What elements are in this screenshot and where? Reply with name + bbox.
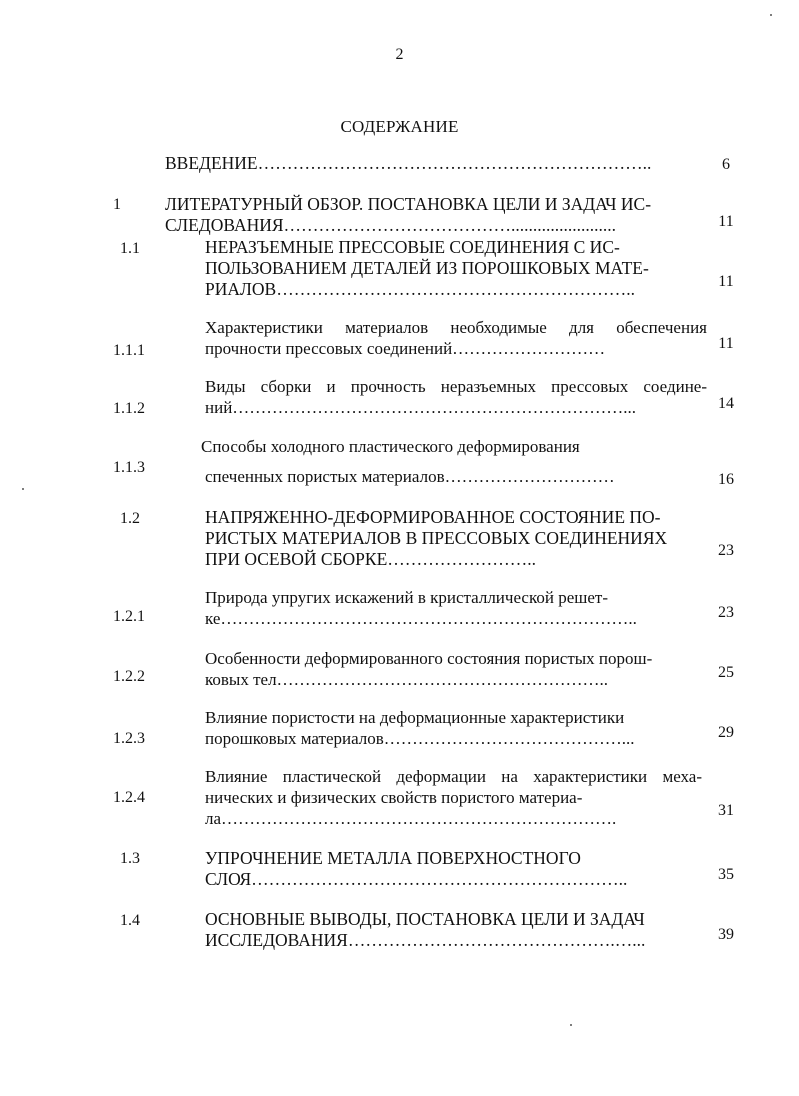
toc-line: ЛИТЕРАТУРНЫЙ ОБЗОР. ПОСТАНОВКА ЦЕЛИ И ЗАДАЧ ИС-	[165, 194, 652, 214]
toc-title: СОДЕРЖАНИЕ	[340, 117, 459, 136]
toc-page: 39	[718, 926, 734, 943]
scan-speck	[770, 14, 772, 16]
toc-number: 1.1.3	[113, 459, 145, 476]
toc-line: ОСНОВНЫЕ ВЫВОДЫ, ПОСТАНОВКА ЦЕЛИ И ЗАДАЧ	[205, 909, 645, 929]
toc-entry	[165, 194, 695, 236]
toc-line: ний……………………………………………………………...	[205, 398, 637, 417]
toc-number: 1.2.3	[113, 730, 145, 747]
toc-line: ковых тел…………………………………………………..	[205, 670, 609, 689]
toc-page: 31	[718, 802, 734, 819]
toc-number: 1.2.4	[113, 789, 145, 806]
toc-entry	[205, 648, 705, 690]
toc-line: РИАЛОВ……………………………………………………..	[205, 279, 635, 299]
toc-line: РИСТЫХ МАТЕРИАЛОВ В ПРЕССОВЫХ СОЕДИНЕНИЯХ	[205, 528, 668, 548]
scan-speck	[22, 488, 24, 490]
toc-number: 1.2	[120, 510, 140, 527]
toc-entry	[205, 766, 702, 829]
toc-page: 29	[718, 724, 734, 741]
toc-line: Способы холодного пластического деформирования	[201, 437, 580, 456]
toc-line: Влияние пористости на деформационные характеристики	[205, 708, 625, 727]
toc-page: 25	[718, 664, 734, 681]
toc-line: Природа упругих искажений в кристаллической решет-	[205, 588, 608, 607]
toc-page: 6	[722, 156, 730, 173]
toc-entry	[201, 436, 701, 487]
toc-line: УПРОЧНЕНИЕ МЕТАЛЛА ПОВЕРХНОСТНОГО	[205, 848, 581, 868]
toc-line: нических и физических свойств пористого материа-	[205, 788, 583, 807]
page-number: 2	[395, 46, 404, 63]
toc-number: 1.1	[120, 240, 140, 257]
scan-speck	[570, 1024, 572, 1026]
toc-page: 35	[718, 866, 734, 883]
toc-line: ВВЕДЕНИЕ…………………………………………………………..	[165, 153, 652, 173]
toc-page: 14	[718, 395, 734, 412]
toc-line: Влияние пластической деформации на характеристики меха-	[205, 767, 702, 786]
toc-line: прочности прессовых соединений………………………	[205, 339, 606, 358]
toc-page: 11	[718, 273, 734, 290]
toc-line: ке………………………………………………………………..	[205, 609, 637, 628]
toc-line: СЛЕДОВАНИЯ…………………………………........................	[165, 215, 617, 235]
toc-line: порошковых материалов……………………………………...	[205, 729, 635, 748]
toc-page: 16	[718, 471, 734, 488]
toc-entry	[205, 376, 707, 418]
toc-entry	[205, 237, 695, 300]
toc-number: 1.1.1	[113, 342, 145, 359]
toc-number: 1.4	[120, 912, 140, 929]
toc-line: Виды сборки и прочность неразъемных прессовых соедине-	[205, 377, 707, 396]
toc-entry	[205, 507, 705, 570]
toc-number: 1.2.1	[113, 608, 145, 625]
toc-line: ПОЛЬЗОВАНИЕМ ДЕТАЛЕЙ ИЗ ПОРОШКОВЫХ МАТЕ-	[205, 258, 649, 278]
toc-line: ИССЛЕДОВАНИЯ……………………………………….…...	[205, 930, 646, 950]
toc-page: 23	[718, 542, 734, 559]
toc-number: 1.3	[120, 850, 140, 867]
toc-entry	[205, 587, 685, 629]
toc-entry	[205, 909, 705, 951]
toc-entry-introduction	[165, 153, 685, 174]
toc-entry	[205, 317, 707, 359]
toc-page: 23	[718, 604, 734, 621]
toc-number: 1.2.2	[113, 668, 145, 685]
toc-entry	[205, 707, 705, 749]
toc-line: СЛОЯ………………………………………………………..	[205, 869, 628, 889]
toc-line: ла…………………………………………………………….	[205, 809, 617, 828]
toc-line: Характеристики материалов необходимые для обеспечения	[205, 318, 707, 337]
toc-page: 11	[718, 213, 734, 230]
toc-entry	[205, 848, 705, 890]
toc-line: Особенности деформированного состояния пористых порош-	[205, 649, 653, 668]
toc-line: спеченных пористых материалов…………………………	[205, 467, 615, 486]
toc-number: 1	[113, 196, 121, 213]
toc-line: НАПРЯЖЕННО-ДЕФОРМИРОВАННОЕ СОСТОЯНИЕ ПО-	[205, 507, 661, 527]
toc-line: ПРИ ОСЕВОЙ СБОРКЕ……………………..	[205, 549, 537, 569]
toc-number: 1.1.2	[113, 400, 145, 417]
toc-line: НЕРАЗЪЕМНЫЕ ПРЕССОВЫЕ СОЕДИНЕНИЯ С ИС-	[205, 237, 620, 257]
toc-page: 11	[718, 335, 734, 352]
